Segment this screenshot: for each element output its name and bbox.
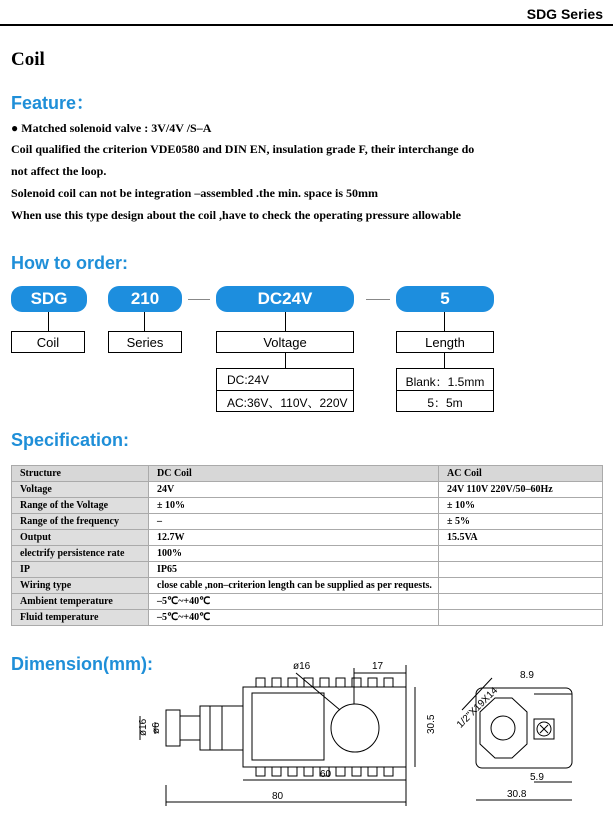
order-separator-1 bbox=[188, 299, 210, 300]
spec-cell: 15.5VA bbox=[439, 530, 603, 546]
stem-tube bbox=[180, 716, 200, 740]
length-option-blank: Blank：1.5mm bbox=[405, 375, 485, 389]
order-label-coil: Coil bbox=[11, 331, 85, 353]
connector-voltage bbox=[285, 312, 286, 331]
spec-cell: 12.7W bbox=[149, 530, 439, 546]
table-row bbox=[12, 546, 603, 562]
spec-cell: –5℃~+40℃ bbox=[149, 610, 439, 626]
spec-header-row bbox=[12, 466, 603, 482]
table-row bbox=[12, 562, 603, 578]
dim-label-thread: 1/2"X19X14 bbox=[454, 685, 501, 731]
feature-line-2: Coil qualified the criterion VDE0580 and DIN EN, insulation grade F, their interchange do bbox=[11, 142, 475, 156]
length-option-5m: 5：5m bbox=[427, 396, 463, 410]
connector-length-options bbox=[444, 353, 445, 368]
table-row bbox=[12, 610, 603, 626]
spec-cell: IP bbox=[12, 562, 149, 578]
page-title: Coil bbox=[11, 49, 45, 70]
table-row bbox=[12, 594, 603, 610]
table-row bbox=[12, 530, 603, 546]
feature-line-1: ● Matched solenoid valve : 3V/4V /S–A bbox=[11, 121, 212, 135]
spec-cell bbox=[439, 578, 603, 594]
voltage-option-ac: AC:36V、110V、220V bbox=[227, 396, 348, 410]
spec-cell: Range of the frequency bbox=[12, 514, 149, 530]
voltage-options-box bbox=[216, 368, 354, 412]
spec-cell bbox=[439, 546, 603, 562]
spec-cell: IP65 bbox=[149, 562, 439, 578]
spec-col-dc: DC Coil bbox=[149, 466, 439, 482]
feature-line-3: not affect the loop. bbox=[11, 164, 107, 178]
order-code-length: 5 bbox=[396, 286, 494, 312]
connector-coil bbox=[48, 312, 49, 331]
order-code-voltage: DC24V bbox=[216, 286, 354, 312]
spec-cell: ± 10% bbox=[439, 498, 603, 514]
order-label-voltage: Voltage bbox=[216, 331, 354, 353]
spec-cell: –5℃~+40℃ bbox=[149, 594, 439, 610]
spec-cell: 24V 110V 220V/50–60Hz bbox=[439, 482, 603, 498]
dim-label-d6: ø6 bbox=[151, 722, 162, 734]
dim-label-30-8: 30.8 bbox=[507, 789, 527, 800]
table-row bbox=[12, 514, 603, 530]
feature-heading: Feature： bbox=[11, 93, 95, 113]
leader-d16 bbox=[296, 673, 340, 710]
voltage-options-divider bbox=[217, 390, 353, 391]
series-title: SDG Series bbox=[526, 6, 603, 22]
spec-col-structure: Structure bbox=[12, 466, 149, 482]
spec-col-ac: AC Coil bbox=[439, 466, 603, 482]
dim-label-30-5: 30.5 bbox=[426, 714, 437, 734]
dim-label-d16-top: ø16 bbox=[293, 661, 311, 672]
top-header-bar bbox=[0, 0, 613, 26]
length-options-divider bbox=[397, 390, 493, 391]
length-options-box bbox=[396, 368, 494, 412]
feature-line-4: Solenoid coil can not be integration –assembled .the min. space is 50mm bbox=[11, 186, 379, 200]
dimension-drawing bbox=[0, 640, 613, 813]
connector-length bbox=[444, 312, 445, 331]
spec-cell: – bbox=[149, 514, 439, 530]
dim-label-8-9: 8.9 bbox=[520, 670, 534, 681]
spec-cell: electrify persistence rate bbox=[12, 546, 149, 562]
side-view-bore bbox=[491, 716, 515, 740]
voltage-option-dc: DC:24V bbox=[227, 373, 270, 387]
spec-heading: Specification: bbox=[11, 430, 130, 450]
order-code-coil: SDG bbox=[11, 286, 87, 312]
spec-cell: 24V bbox=[149, 482, 439, 498]
spec-cell: Wiring type bbox=[12, 578, 149, 594]
spec-cell: ± 10% bbox=[149, 498, 439, 514]
spec-table bbox=[11, 465, 603, 626]
spec-cell: close cable ,non–criterion length can be supplied as per requests. bbox=[149, 578, 439, 594]
order-code-series: 210 bbox=[108, 286, 182, 312]
side-view-hex bbox=[480, 698, 527, 758]
order-label-series: Series bbox=[108, 331, 182, 353]
spec-cell bbox=[439, 610, 603, 626]
table-row bbox=[12, 498, 603, 514]
spec-cell: Range of the Voltage bbox=[12, 498, 149, 514]
feature-line-5: When use this type design about the coil ,have to check the operating pressure allowable bbox=[11, 208, 461, 222]
connector-series bbox=[144, 312, 145, 331]
dim-label-60: 60 bbox=[320, 769, 332, 780]
spec-cell: Ambient temperature bbox=[12, 594, 149, 610]
spec-cell bbox=[439, 562, 603, 578]
spec-cell: 100% bbox=[149, 546, 439, 562]
spec-cell: ± 5% bbox=[439, 514, 603, 530]
coil-connector-circle bbox=[331, 704, 379, 752]
dimension-heading: Dimension(mm): bbox=[11, 654, 154, 674]
stem-cap bbox=[166, 710, 180, 746]
spec-cell bbox=[439, 594, 603, 610]
dim-label-17: 17 bbox=[372, 661, 384, 672]
order-heading: How to order: bbox=[11, 253, 128, 273]
table-row bbox=[12, 578, 603, 594]
order-label-length: Length bbox=[396, 331, 494, 353]
dim-label-80: 80 bbox=[272, 791, 284, 802]
order-separator-2 bbox=[366, 299, 390, 300]
coil-body-window bbox=[252, 693, 324, 760]
spec-cell: Voltage bbox=[12, 482, 149, 498]
connector-voltage-options bbox=[285, 353, 286, 368]
spec-cell: Output bbox=[12, 530, 149, 546]
table-row bbox=[12, 482, 603, 498]
spec-cell: Fluid temperature bbox=[12, 610, 149, 626]
dim-label-d16-side: ø16 bbox=[138, 718, 149, 736]
dim-label-5-9: 5.9 bbox=[530, 772, 544, 783]
